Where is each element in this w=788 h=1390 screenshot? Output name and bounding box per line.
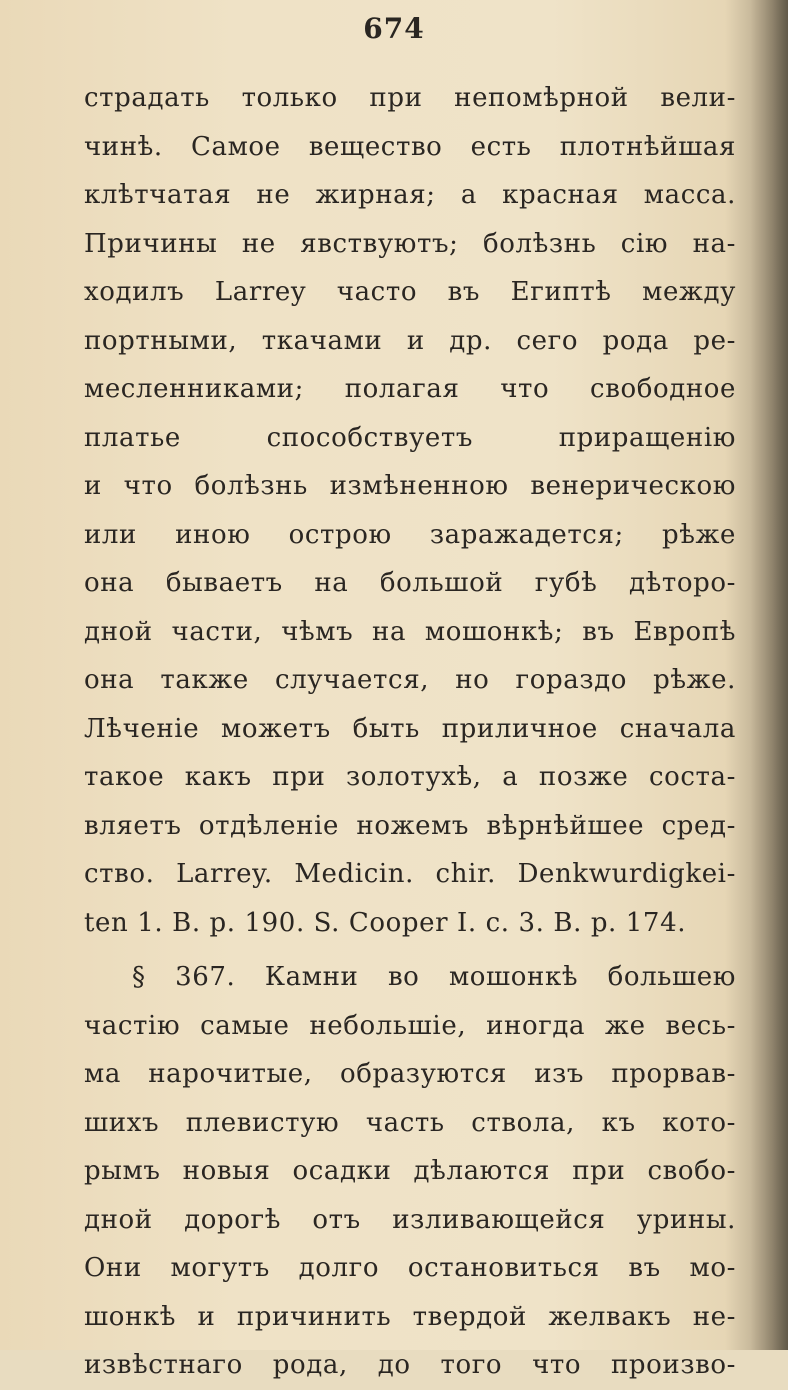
text-line-causes: Причины не явствуютъ; болѣзнь сію на-	[84, 228, 736, 259]
text-line: шихъ плевистую часть ствола, къ кото-	[84, 1107, 736, 1138]
text-line: ство. Larrey. Medicin. chir. Denkwurdigkei-	[84, 859, 736, 889]
text-line: рымъ новыя осадки дѣлаются при свобо-	[84, 1156, 736, 1186]
text-line: месленниками; полагая что свободное	[84, 374, 736, 404]
book-spine-shadow	[750, 0, 788, 1350]
text-line: дной дорогѣ отъ изливающейся урины.	[84, 1204, 736, 1235]
text-line: частію самые небольшіе, иногда же весь-	[84, 1010, 736, 1041]
text-line: платье способствуетъ приращенію	[84, 422, 736, 453]
text-line: или иною острою заражадется; рѣже	[84, 519, 736, 550]
text-line: вляетъ отдѣленіе ножемъ вѣрнѣйшее сред-	[84, 810, 736, 841]
text-line: портными, ткачами и др. сего рода ре-	[84, 325, 736, 356]
text-line: она также случается, но гораздо рѣже.	[84, 665, 736, 695]
text-line: клѣтчатая не жирная; а красная масса.	[84, 180, 736, 210]
section-heading-line: § 367. Камни во мошонкѣ большею	[132, 962, 736, 992]
text-line: шонкѣ и причинить твердой желвакъ не-	[84, 1301, 736, 1332]
text-line: такое какъ при золотухѣ, а позже соста-	[84, 762, 736, 792]
text-line: извѣстнаго рода, до того что произво-	[84, 1350, 736, 1380]
text-line: ма нарочитые, образуются изъ прорвав-	[84, 1059, 736, 1089]
page-number: 674	[363, 12, 425, 45]
text-line: дной части, чѣмъ на мошонкѣ; въ Европѣ	[84, 616, 736, 647]
text-line-treatment: Лѣченіе можетъ быть приличное сначала	[84, 713, 736, 744]
text-line: ten 1. B. p. 190. S. Cooper I. c. 3. B. p. 174.	[84, 907, 687, 938]
text-line: страдать только при непомѣрной вели-	[84, 83, 736, 113]
text-line: и что болѣзнь измѣненною венерическою	[84, 471, 736, 501]
text-line: ходилъ Larrey часто въ Египтѣ между	[84, 277, 736, 307]
text-line: она бываетъ на большой губѣ дѣторо-	[84, 568, 736, 598]
text-line: чинѣ. Самое вещество есть плотнѣйшая	[84, 131, 736, 162]
text-line: Они могутъ долго остановиться въ мо-	[84, 1253, 736, 1283]
body-text	[84, 74, 736, 1390]
